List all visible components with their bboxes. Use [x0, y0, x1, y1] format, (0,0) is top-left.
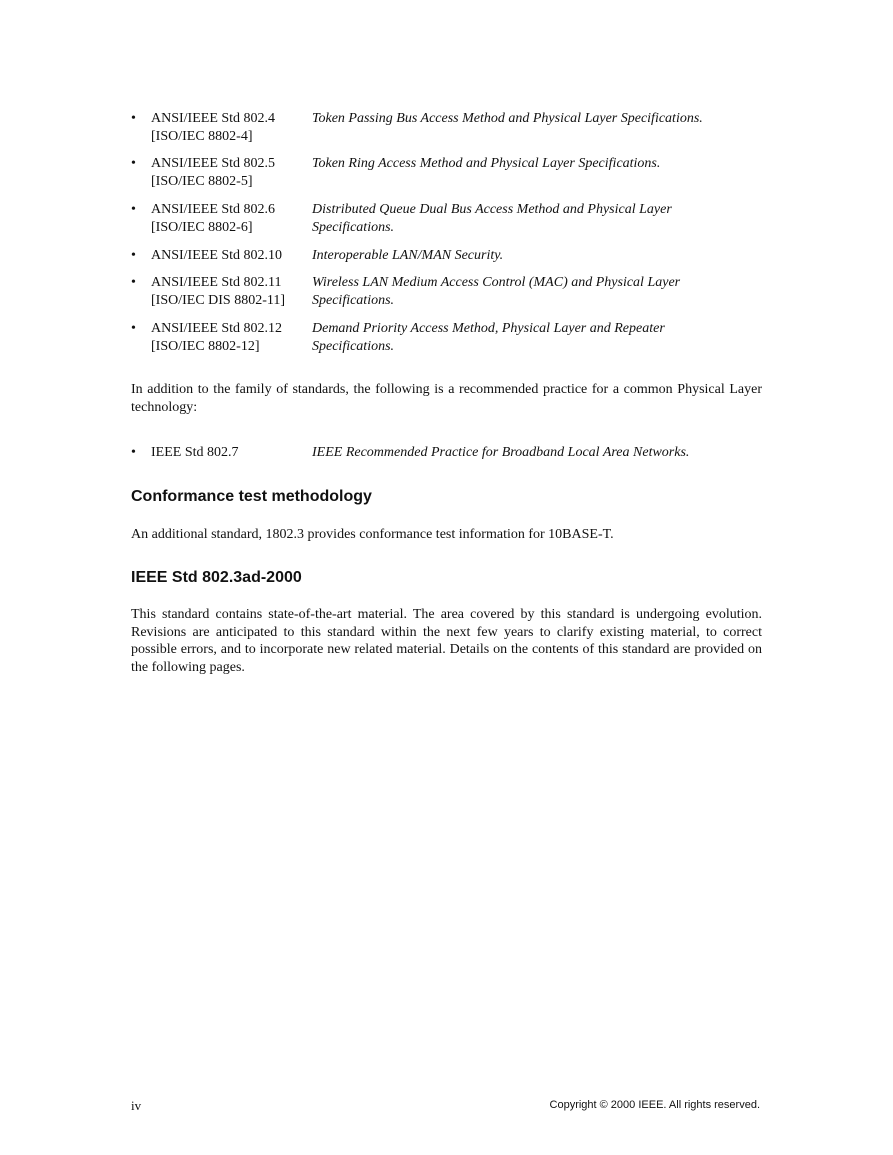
- standard-title: Token Passing Bus Access Method and Physical Layer Specifications.: [312, 111, 703, 126]
- list-item: [131, 155, 771, 191]
- standard-title: Distributed Queue Dual Bus Access Method and Physical Layer Specifications.: [312, 202, 672, 235]
- bullet: •: [131, 111, 136, 126]
- standard-description: This standard contains state-of-the-art material. The area covered by this standard is undergoing evolution. Revisions are anticipated to this standard within the next few years to clarify existing material, to correct possible errors, and to incorporate new related material. Details on the contents of this standard are provided on the following pages.: [131, 607, 762, 675]
- standard-id: ANSI/IEEE Std 802.4 [ISO/IEC 8802-4]: [151, 111, 276, 144]
- list-item: [131, 320, 771, 356]
- bullet: •: [131, 202, 136, 217]
- list-item: [131, 201, 771, 237]
- intro-paragraph: In addition to the family of standards, the following is a recommended practice for a common Physical Layer technology:: [131, 382, 762, 415]
- standard-id: ANSI/IEEE Std 802.6 [ISO/IEC 8802-6]: [151, 202, 276, 235]
- list-item: [131, 247, 771, 265]
- standard-title: Demand Priority Access Method, Physical Layer and Repeater Specifications.: [312, 321, 665, 354]
- standard-id: ANSI/IEEE Std 802.12 [ISO/IEC 8802-12]: [151, 321, 283, 354]
- standard-title: IEEE Recommended Practice for Broadband Local Area Networks.: [312, 445, 690, 460]
- standard-id: IEEE Std 802.7: [151, 445, 239, 460]
- copyright-notice: Copyright © 2000 IEEE. All rights reserved.: [549, 1099, 760, 1111]
- bullet: •: [131, 248, 136, 263]
- bullet: •: [131, 445, 136, 460]
- standard-title: Interoperable LAN/MAN Security.: [312, 248, 504, 263]
- standard-id: ANSI/IEEE Std 802.11 [ISO/IEC DIS 8802-11]: [151, 275, 286, 308]
- standard-heading: IEEE Std 802.3ad-2000: [131, 569, 302, 586]
- standard-id: ANSI/IEEE Std 802.5 [ISO/IEC 8802-5]: [151, 156, 276, 189]
- conformance-heading: Conformance test methodology: [131, 488, 372, 505]
- conformance-text: An additional standard, 1802.3 provides conformance test information for 10BASE-T.: [131, 527, 614, 542]
- bullet: •: [131, 156, 136, 171]
- page-number: iv: [131, 1098, 142, 1113]
- list-item: [131, 110, 771, 146]
- standard-title: Wireless LAN Medium Access Control (MAC) and Physical Layer Specifications.: [312, 275, 681, 308]
- standard-id: ANSI/IEEE Std 802.10: [151, 248, 283, 263]
- bullet: •: [131, 275, 136, 290]
- bullet: •: [131, 321, 136, 336]
- list-item: [131, 274, 771, 310]
- standard-title: Token Ring Access Method and Physical Layer Specifications.: [312, 156, 661, 171]
- list-item: [131, 444, 771, 462]
